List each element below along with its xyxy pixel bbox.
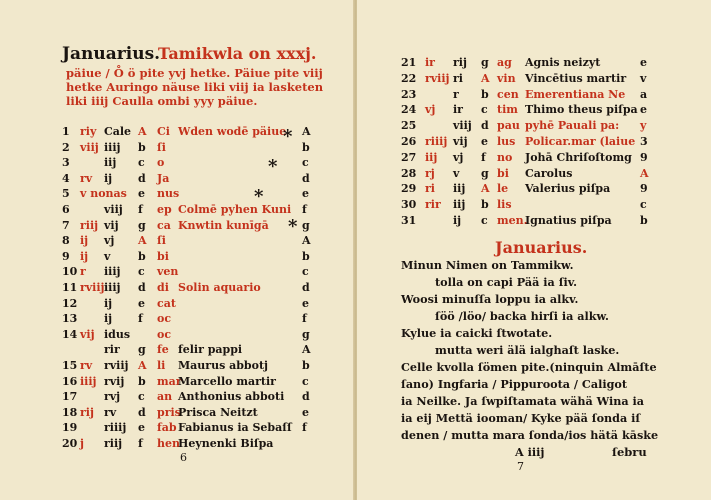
day-number: 18 bbox=[62, 405, 78, 419]
dominical-letter: d bbox=[138, 171, 146, 185]
dominical-letter: c bbox=[481, 214, 488, 227]
syllable: le bbox=[497, 182, 509, 196]
saint-entry: Vincētius martir bbox=[525, 71, 627, 85]
day-number: 19 bbox=[62, 421, 78, 435]
day-number: 22 bbox=[401, 71, 417, 85]
day-number: 16 bbox=[62, 374, 78, 388]
syllable: vin bbox=[497, 71, 516, 85]
syllable: ſi bbox=[157, 234, 166, 248]
syllable: ep bbox=[157, 203, 172, 216]
day-number: 11 bbox=[62, 281, 78, 294]
golden-number: rv bbox=[80, 171, 93, 185]
saint-entry: Colmē pyhen Kuni bbox=[178, 203, 292, 216]
golden-number: ir bbox=[425, 56, 435, 69]
syllable: oc bbox=[157, 312, 172, 326]
day-number: 27 bbox=[401, 150, 417, 164]
dominical-letter: A bbox=[481, 182, 490, 196]
roman-day: ij bbox=[104, 171, 113, 185]
dominical-letter: c bbox=[138, 390, 145, 404]
roman-day: viij bbox=[104, 203, 123, 216]
roman-day: ir bbox=[453, 103, 463, 117]
verse-line: ſano) Ingfaria / Pippuroota / Caligot bbox=[401, 377, 628, 391]
roman-day: ij bbox=[453, 214, 462, 227]
roman-day: iij bbox=[104, 156, 117, 170]
dominical-letter: d bbox=[138, 281, 146, 294]
day-number: 15 bbox=[62, 359, 78, 372]
day-number: 4 bbox=[62, 171, 70, 185]
right-letter: A bbox=[302, 125, 311, 138]
roman-day: rvj bbox=[104, 390, 121, 404]
day-number: 10 bbox=[62, 265, 78, 279]
roman-day: ij bbox=[104, 296, 113, 310]
golden-number: vj bbox=[425, 103, 436, 117]
asterisk-mark: * bbox=[268, 156, 278, 177]
day-number: 1 bbox=[62, 125, 70, 138]
verse-line: denen / mutta mara ſonda/ios hätä kāske bbox=[401, 428, 659, 442]
syllable: Ci bbox=[157, 125, 170, 138]
saint-entry: Agnis neizyt bbox=[525, 56, 601, 69]
right-letter: a bbox=[640, 87, 648, 101]
day-number: 13 bbox=[62, 312, 78, 326]
verse-line: Kylue ia caicki ſtwotate. bbox=[401, 326, 553, 340]
page-number-right: 7 bbox=[517, 460, 524, 473]
saint-entry: Anthonius abboti bbox=[178, 390, 285, 404]
day-number: 24 bbox=[401, 103, 417, 117]
roman-day: v bbox=[104, 249, 111, 263]
day-number: 2 bbox=[62, 140, 70, 154]
day-number: 3 bbox=[62, 156, 70, 170]
golden-number: ij bbox=[80, 234, 89, 248]
verse-line: ia eij Mettä iooman/ Kyke pää ſonda iſ bbox=[401, 411, 641, 425]
golden-number: vij bbox=[80, 327, 95, 341]
golden-number: rviij bbox=[80, 281, 105, 294]
syllable: tim bbox=[497, 103, 518, 117]
catchword: ſebru bbox=[612, 445, 647, 459]
roman-day: vj bbox=[453, 150, 464, 164]
saint-entry: Solin aquario bbox=[178, 281, 261, 294]
verse-line: tolla on capi Pää ia ſiv. bbox=[435, 275, 578, 289]
syllable: pau bbox=[497, 119, 520, 133]
dominical-letter: f bbox=[138, 437, 143, 450]
roman-day: r bbox=[453, 87, 459, 101]
day-number: 5 bbox=[62, 187, 70, 201]
syllable: nus bbox=[157, 187, 180, 201]
syllable: lis bbox=[497, 198, 512, 212]
roman-day: riiij bbox=[104, 421, 127, 435]
right-letter: e bbox=[302, 405, 309, 419]
roman-day: iiij bbox=[104, 265, 121, 279]
saint-entry: Thimo theus piſpa bbox=[525, 103, 638, 117]
dominical-letter: b bbox=[481, 198, 489, 212]
right-letter: A bbox=[302, 343, 311, 357]
roman-day: Cale bbox=[104, 125, 132, 138]
dominical-letter: c bbox=[138, 156, 145, 170]
right-letter: e bbox=[640, 103, 647, 117]
syllable: ag bbox=[497, 56, 512, 69]
golden-number: rv bbox=[80, 359, 93, 372]
roman-day: viij bbox=[453, 119, 472, 133]
dominical-letter: g bbox=[481, 56, 489, 69]
dominical-letter: g bbox=[138, 218, 146, 232]
day-number: 29 bbox=[401, 182, 417, 196]
verse-line: Minun Nimen on Tammikw. bbox=[401, 258, 574, 272]
month-heading-left: Januarius. bbox=[62, 44, 161, 64]
dominical-letter: e bbox=[481, 135, 488, 148]
right-letter: A bbox=[302, 234, 311, 248]
roman-day: iiij bbox=[104, 140, 121, 154]
syllable: bi bbox=[497, 166, 509, 180]
day-number: 26 bbox=[401, 135, 417, 148]
syllable: no bbox=[497, 150, 513, 164]
right-letter: e bbox=[302, 296, 309, 310]
saint-entry: felir pappi bbox=[178, 343, 243, 357]
golden-number: riy bbox=[80, 125, 97, 138]
syllable: men. bbox=[497, 214, 528, 227]
right-letter: 3 bbox=[640, 135, 648, 148]
golden-number: rij bbox=[80, 405, 94, 419]
right-letter: b bbox=[302, 249, 310, 263]
syllable: cen bbox=[497, 87, 519, 101]
month-heading-right: Januarius. bbox=[495, 238, 588, 257]
golden-number: v nonas bbox=[80, 187, 127, 201]
asterisk-mark: * bbox=[288, 216, 298, 237]
syllable: fab bbox=[157, 421, 177, 435]
syllable: di bbox=[157, 281, 169, 294]
roman-day: v bbox=[453, 166, 460, 180]
intro-line-2: hetke Auringo näuse liki viij ia lasketen bbox=[66, 80, 324, 94]
golden-number: rj bbox=[425, 166, 435, 180]
roman-day: rviij bbox=[104, 359, 129, 372]
golden-number: rviij bbox=[425, 71, 450, 85]
roman-day: rij bbox=[453, 56, 467, 69]
dominical-letter: f bbox=[138, 203, 143, 216]
dominical-letter: A bbox=[138, 234, 147, 248]
right-letter: b bbox=[302, 140, 310, 154]
right-letter: c bbox=[302, 374, 309, 388]
syllable: mar bbox=[157, 374, 182, 388]
verse-line: Woosi minuſſa loppu ia alkv. bbox=[401, 292, 579, 306]
dominical-letter: e bbox=[138, 421, 145, 435]
roman-day: rvij bbox=[104, 374, 125, 388]
saint-entry: Ignatius piſpa bbox=[525, 214, 612, 227]
golden-number: viij bbox=[80, 140, 99, 154]
syllable: Ja bbox=[157, 171, 170, 185]
dominical-letter: d bbox=[138, 405, 146, 419]
day-number: 25 bbox=[401, 119, 417, 133]
roman-day: ij bbox=[104, 312, 113, 326]
right-letter: f bbox=[302, 312, 307, 326]
right-page bbox=[357, 0, 711, 500]
dominical-letter: b bbox=[138, 249, 146, 263]
golden-number: iiij bbox=[80, 374, 97, 388]
roman-day: vj bbox=[104, 234, 115, 248]
verse-line: A iiij bbox=[515, 445, 545, 459]
day-number: 7 bbox=[62, 218, 70, 232]
saint-entry: Fabianus ia Sebaſſ bbox=[178, 421, 292, 435]
saint-entry: Heynenki Biſpa bbox=[178, 437, 274, 450]
right-letter: g bbox=[302, 218, 310, 232]
roman-day: iiij bbox=[104, 281, 121, 294]
syllable: lus bbox=[497, 135, 516, 148]
verse-line: ſöö /löo/ backa hirſi ia alkw. bbox=[435, 309, 609, 323]
saint-entry: Policar.mar (laiue bbox=[525, 135, 636, 148]
right-letter: d bbox=[302, 390, 310, 404]
right-letter: y bbox=[640, 119, 647, 133]
day-number: 30 bbox=[401, 198, 417, 212]
dominical-letter: d bbox=[481, 119, 489, 133]
right-letter: f bbox=[302, 203, 307, 216]
syllable: pris bbox=[157, 405, 181, 419]
right-letter: b bbox=[640, 214, 648, 227]
day-number: 31 bbox=[401, 214, 417, 227]
right-letter: e bbox=[302, 187, 309, 201]
right-letter: d bbox=[302, 281, 310, 294]
golden-number: j bbox=[80, 437, 84, 450]
saint-entry: Prisca Neitzt bbox=[178, 405, 258, 419]
roman-day: iij bbox=[453, 198, 466, 212]
right-letter: c bbox=[302, 156, 309, 170]
syllable: li bbox=[157, 359, 166, 372]
syllable: an bbox=[157, 390, 173, 404]
dominical-letter: g bbox=[481, 166, 489, 180]
right-letter: c bbox=[302, 265, 309, 279]
dominical-letter: f bbox=[138, 312, 143, 326]
dominical-letter: c bbox=[138, 265, 145, 279]
saint-entry: Knwtin kunīgā bbox=[178, 218, 269, 232]
golden-number: rir bbox=[425, 198, 441, 212]
roman-day: iij bbox=[453, 182, 466, 196]
saint-entry: pyhē Pauali pa: bbox=[525, 119, 620, 133]
right-letter: d bbox=[302, 171, 310, 185]
saint-entry: Carolus bbox=[525, 166, 573, 180]
dominical-letter: e bbox=[138, 296, 145, 310]
syllable: o bbox=[157, 156, 165, 170]
right-letter: e bbox=[640, 56, 647, 69]
golden-number: r bbox=[80, 265, 86, 279]
right-letter: b bbox=[302, 359, 310, 372]
month-subtitle-red: Tamikwla on xxxj. bbox=[158, 44, 317, 63]
left-page bbox=[0, 0, 354, 500]
asterisk-mark: * bbox=[254, 186, 264, 207]
saint-entry: Johā Chriſoſtomg bbox=[525, 150, 632, 164]
intro-line-3: liki iiij Caulla ombi yyy päiue. bbox=[66, 94, 258, 108]
syllable: oc bbox=[157, 327, 172, 341]
dominical-letter: f bbox=[481, 150, 486, 164]
saint-entry: Maurus abbotj bbox=[178, 359, 269, 372]
right-letter: f bbox=[302, 421, 307, 435]
day-number: 28 bbox=[401, 166, 417, 180]
syllable: ſi bbox=[157, 140, 166, 154]
saint-entry: Wden wodē päiue bbox=[178, 125, 287, 138]
syllable: ca bbox=[157, 218, 171, 232]
right-letter: c bbox=[640, 198, 647, 212]
dominical-letter: c bbox=[481, 103, 488, 117]
roman-day: vij bbox=[453, 135, 468, 148]
roman-day: rir bbox=[104, 343, 120, 357]
dominical-letter: A bbox=[138, 125, 147, 138]
dominical-letter: A bbox=[138, 359, 147, 372]
roman-day: vij bbox=[104, 218, 119, 232]
day-number: 14 bbox=[62, 327, 78, 341]
verse-line: mutta weri älä ialghaſt laske. bbox=[435, 343, 620, 357]
day-number: 21 bbox=[401, 56, 417, 69]
right-letter: 9 bbox=[640, 150, 648, 164]
right-letter: 9 bbox=[640, 182, 648, 196]
verse-line: ia Neilke. Ja ſwpiſtamata wähä Wina ia bbox=[401, 394, 645, 408]
dominical-letter: b bbox=[138, 140, 146, 154]
golden-number: ij bbox=[80, 249, 89, 263]
saint-entry: Emerentiana Ne bbox=[525, 87, 626, 101]
verse-line: Celle kvolla ſömen pite.(ninquin Almāſte bbox=[401, 360, 657, 374]
day-number: 23 bbox=[401, 87, 417, 101]
syllable: bi bbox=[157, 249, 169, 263]
right-letter: v bbox=[640, 71, 647, 85]
golden-number: riiij bbox=[425, 135, 448, 148]
day-number: 9 bbox=[62, 249, 70, 263]
syllable: fe bbox=[157, 343, 169, 357]
dominical-letter: A bbox=[481, 71, 490, 85]
right-letter: g bbox=[302, 327, 310, 341]
dominical-letter: e bbox=[138, 187, 145, 201]
dominical-letter: b bbox=[138, 374, 146, 388]
golden-number: iij bbox=[425, 150, 438, 164]
golden-number: riij bbox=[80, 218, 99, 232]
roman-day: rv bbox=[104, 405, 117, 419]
day-number: 6 bbox=[62, 203, 70, 216]
day-number: 8 bbox=[62, 234, 70, 248]
dominical-letter: b bbox=[481, 87, 489, 101]
asterisk-mark: * bbox=[283, 126, 293, 147]
dominical-letter: g bbox=[138, 343, 146, 357]
right-letter: A bbox=[640, 166, 649, 180]
syllable: ven bbox=[157, 265, 179, 279]
day-number: 17 bbox=[62, 390, 78, 404]
saint-entry: Valerius piſpa bbox=[525, 182, 611, 196]
syllable: cat bbox=[157, 296, 176, 310]
day-number: 20 bbox=[62, 437, 78, 450]
day-number: 12 bbox=[62, 296, 78, 310]
intro-line-1: päiue / O̊ ö pite yvj hetke. Päiue pite viij bbox=[66, 66, 323, 80]
roman-day: ri bbox=[453, 71, 463, 85]
roman-day: riij bbox=[104, 437, 123, 450]
golden-number: ri bbox=[425, 182, 435, 196]
syllable: hen bbox=[157, 437, 180, 450]
saint-entry: Marcello martir bbox=[178, 374, 276, 388]
roman-day: idus bbox=[104, 327, 131, 341]
page-number-left: 6 bbox=[180, 451, 187, 464]
